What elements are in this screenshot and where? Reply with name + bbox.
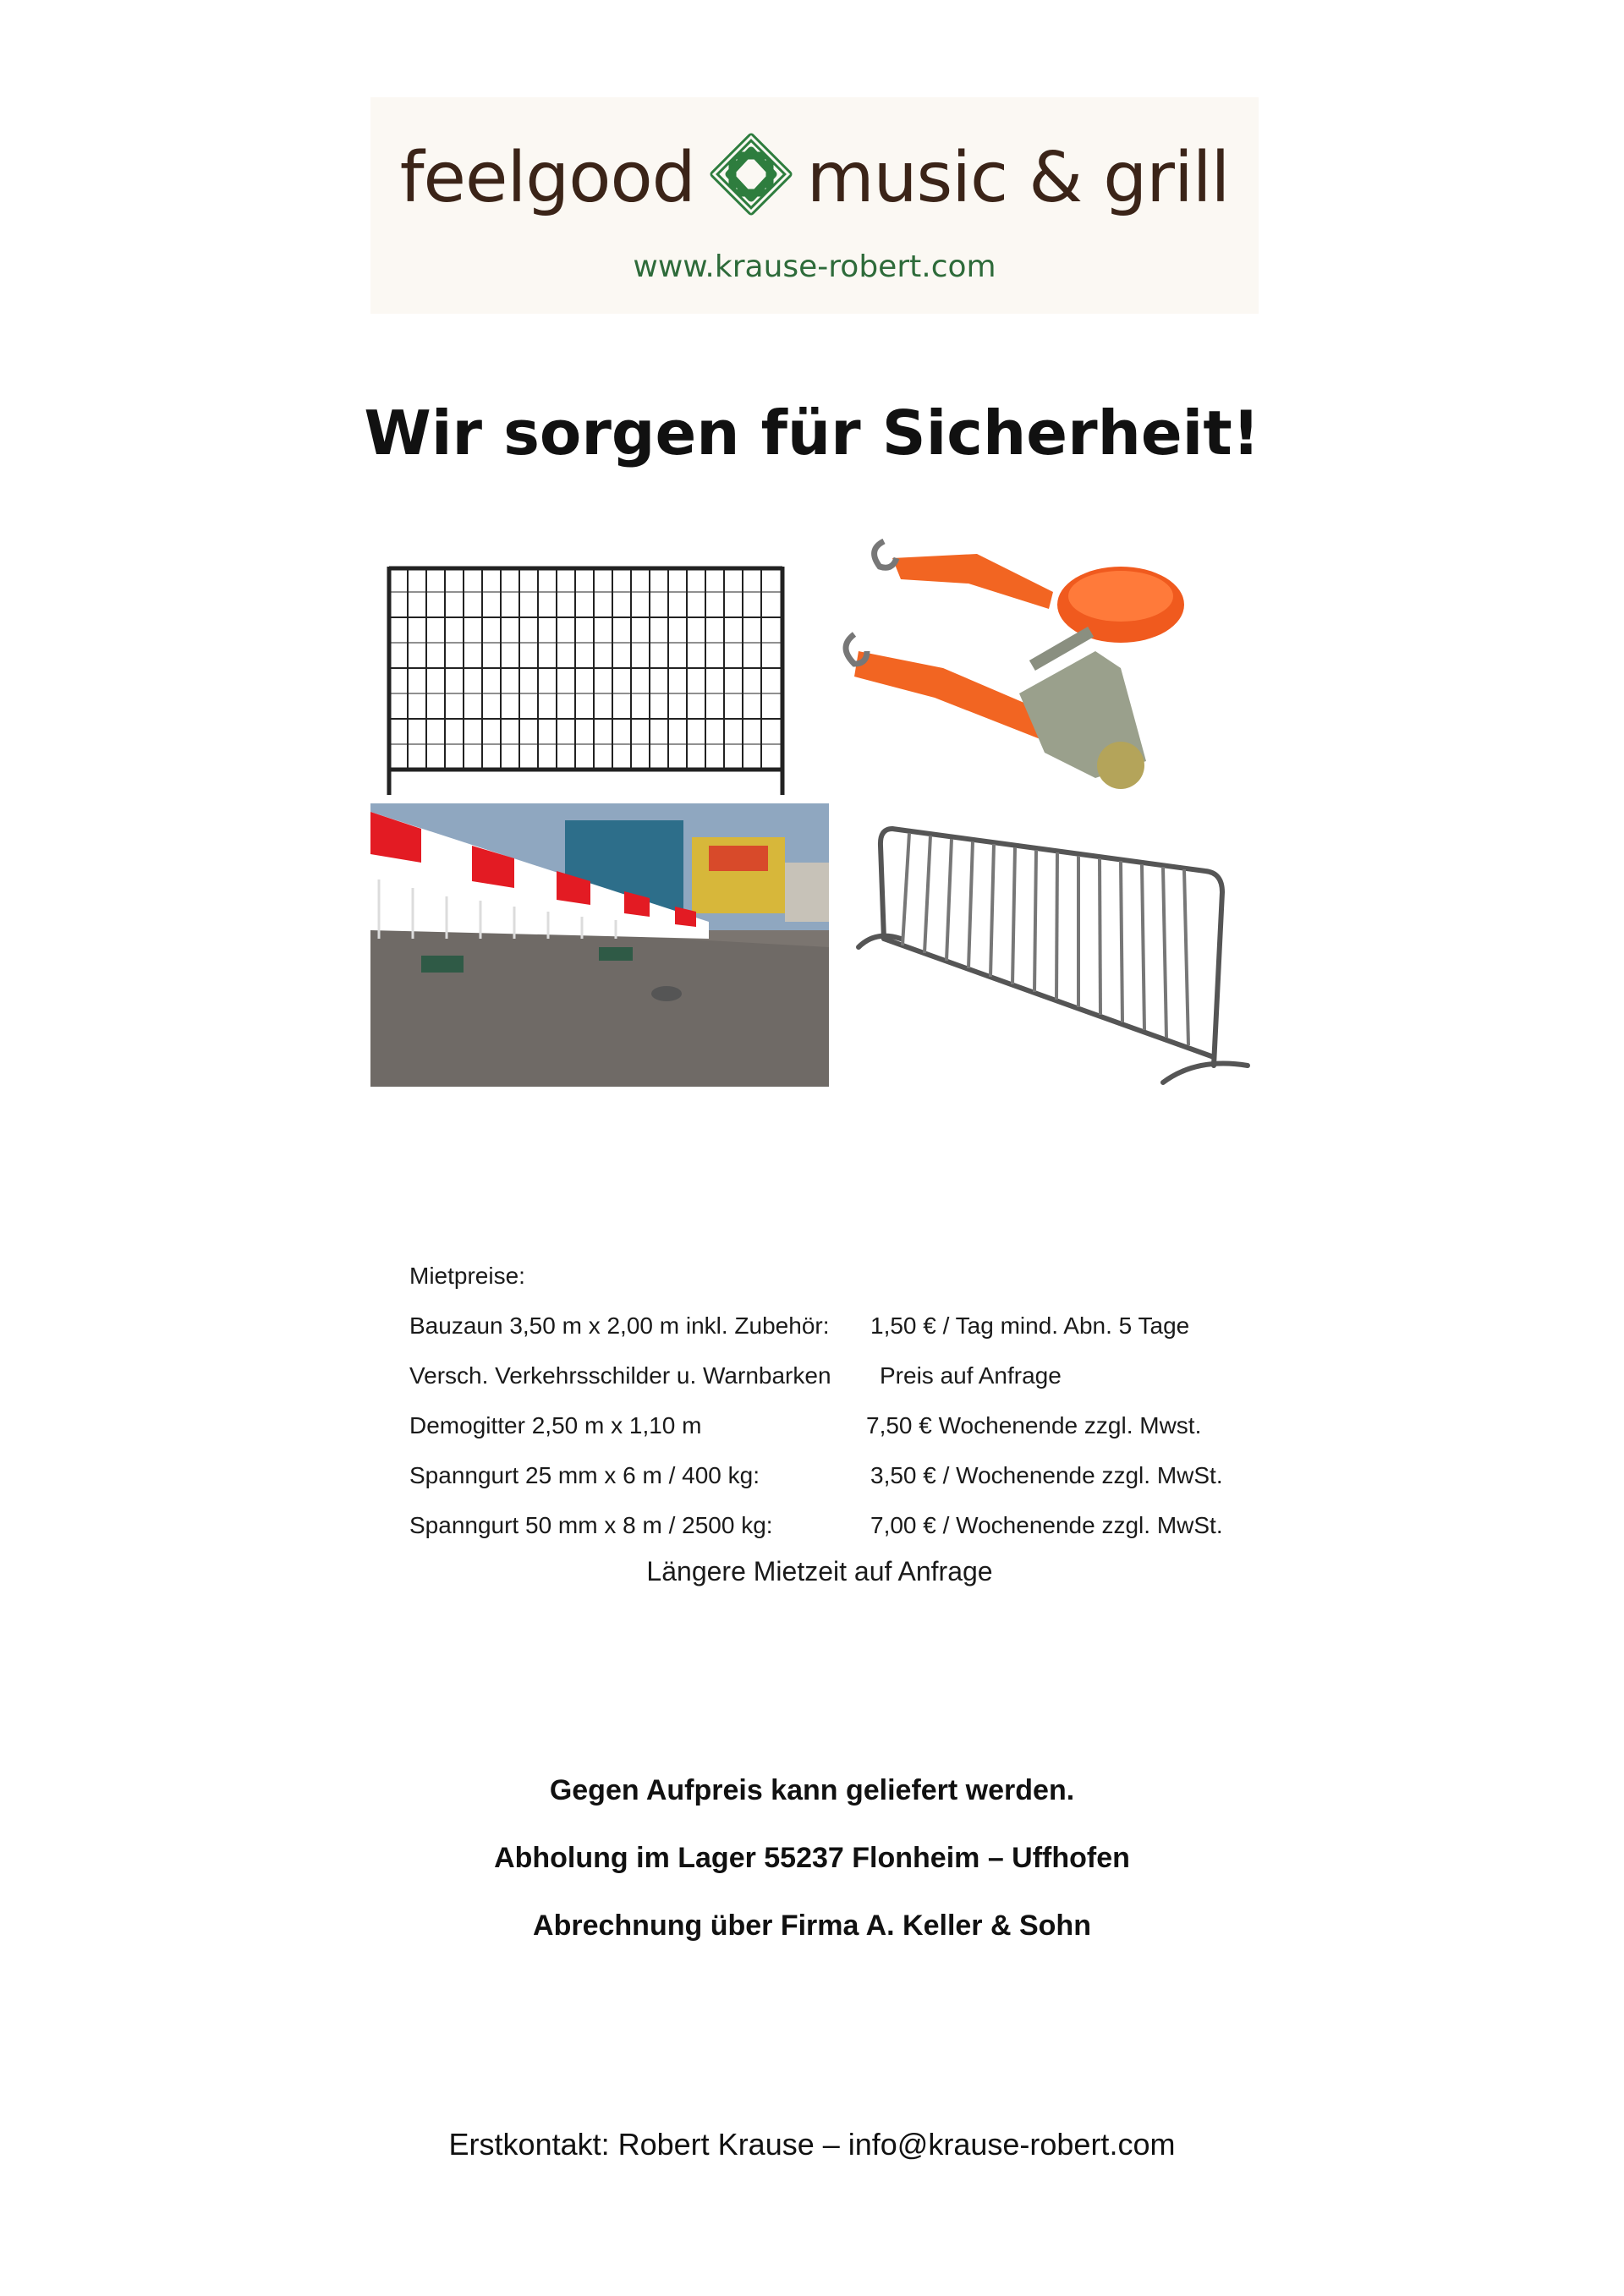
price-row: [409, 1301, 1340, 1351]
price-row: [409, 1450, 1340, 1500]
price-value: 7,00 € / Wochenende zzgl. MwSt.: [870, 1512, 1223, 1538]
price-item: Spanngurt 50 mm x 8 m / 2500 kg:: [409, 1512, 773, 1538]
price-row: [409, 1351, 1340, 1400]
logo-url[interactable]: www.krause-robert.com: [633, 249, 996, 284]
price-item: Bauzaun 3,50 m x 2,00 m inkl. Zubehör:: [409, 1312, 830, 1339]
price-value: 3,50 € / Wochenende zzgl. MwSt.: [870, 1462, 1223, 1488]
celtic-knot-icon: [700, 127, 802, 228]
rental-prices: [409, 1252, 1340, 1586]
prices-title: Mietpreise:: [409, 1263, 525, 1289]
pickup-info: Abholung im Lager 55237 Flonheim – Uffhofen: [494, 1842, 1130, 1874]
construction-fence-photo: [372, 550, 795, 803]
logo-left-word: feelgood: [399, 137, 695, 218]
logo-banner: [370, 97, 1259, 314]
price-item: Versch. Verkehrsschilder u. Warnbarken: [409, 1362, 831, 1389]
price-value: Preis auf Anfrage: [880, 1362, 1062, 1389]
page-headline: Wir sorgen für Sicherheit!: [364, 397, 1260, 469]
price-row: [409, 1500, 1340, 1550]
price-item: Spanngurt 25 mm x 6 m / 400 kg:: [409, 1462, 760, 1488]
logo-right-words: music & grill: [806, 137, 1230, 218]
price-item: Demogitter 2,50 m x 1,10 m: [409, 1412, 702, 1438]
delivery-info: Gegen Aufpreis kann geliefert werden.: [549, 1774, 1075, 1806]
rental-note: Längere Mietzeit auf Anfrage: [646, 1556, 993, 1586]
contact-line[interactable]: Erstkontakt: Robert Krause – info@krause-robert.com: [448, 2127, 1176, 2162]
price-value: 7,50 € Wochenende zzgl. Mwst.: [866, 1412, 1202, 1438]
price-value: 1,50 € / Tag mind. Abn. 5 Tage: [870, 1312, 1190, 1339]
crowd-barrier-photo: [850, 812, 1265, 1099]
price-row: [409, 1400, 1340, 1450]
billing-info: Abrechnung über Firma A. Keller & Sohn: [533, 1910, 1091, 1942]
ratchet-strap-photo: [842, 524, 1214, 812]
street-barrier-photo: [370, 803, 829, 1087]
logo-wordmark: [370, 123, 1259, 233]
